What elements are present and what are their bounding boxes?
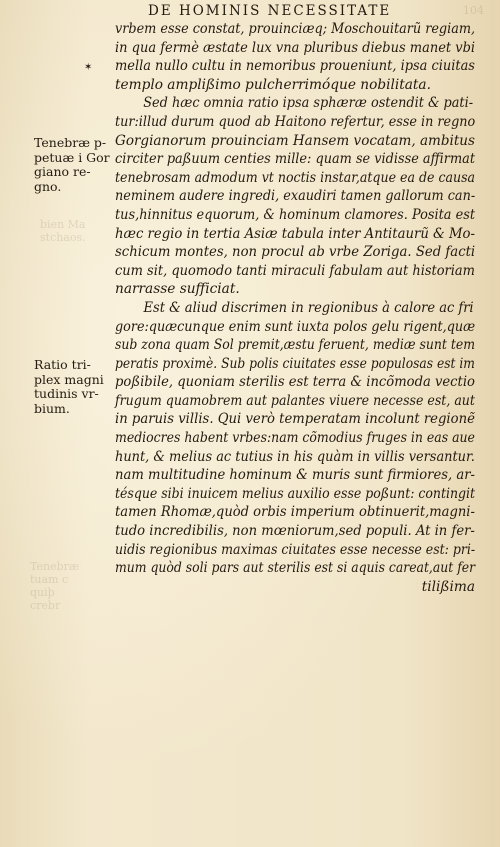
text-line: hunt, & melius ac tutius in his quàm in villis versantur.	[115, 448, 475, 465]
text-line: tur:illud durum quod ab Haitono refertur, esse in regno	[115, 113, 476, 130]
text-line: narrasse sufficiat.	[115, 281, 240, 298]
text-line: circiter paßuum centies mille: quam se vidisse affirmat	[115, 151, 476, 168]
margin-note-ratio	[34, 358, 112, 416]
text-line: tamen Rhomæ,quòd orbis imperium obtinuerit,magni-	[115, 504, 475, 521]
text-line: poßibile, quoniam sterilis est terra & incõmoda vectio	[115, 374, 475, 391]
ink-mark: ✶	[84, 62, 93, 73]
text-line: templo amplißimo pulcherrimóque nobilitata.	[115, 76, 431, 93]
text-line: mediocres habent vrbes:nam cõmodius fruges in eas aue	[115, 430, 475, 447]
margin-note-line: giano re-	[34, 164, 91, 179]
text-line: tudo incredibilis, non mœniorum,sed populi. At in fer-	[115, 523, 475, 540]
margin-note-line: plex magni	[34, 371, 104, 387]
margin-note-tenebrae	[34, 136, 112, 194]
margin-note-line: Ratio tri-	[34, 357, 91, 372]
text-line: Sed hæc omnia ratio ipsa sphæræ ostendit & pati-	[143, 95, 474, 112]
text-line: hæc regio in tertia Asiæ tabula inter Antitaurũ & Mo-	[115, 225, 475, 242]
catchword: tilißima	[421, 578, 475, 595]
show-through-page-number: 104	[463, 4, 484, 17]
text-line: uidis regionibus maximas ciuitates esse necesse est: pri-	[115, 541, 476, 558]
text-line: cum sit, quomodo tanti miraculi fabulam aut historiam	[115, 262, 475, 279]
margin-note-line: tudinis vr-	[34, 386, 99, 401]
text-line: mum quòd soli pars aut sterilis est si aquis careat,aut fer	[115, 560, 476, 577]
text-line: vrbem esse constat, prouinciæq; Moschouitarũ regiam,	[115, 21, 476, 37]
margin-note-line: gno.	[34, 178, 62, 194]
text-line: in paruis villis. Qui verò temperatam incolunt regionẽ	[115, 411, 475, 428]
text-line: in qua fermè æstate lux vna pluribus diebus manet vbi	[115, 39, 476, 56]
text-line: mella nullo cultu in nemoribus proueniunt, ipsa ciuitas	[115, 58, 475, 75]
text-line: tus,hinnitus equorum, & hominum clamores. Posita est	[115, 206, 476, 223]
text-line: gore:quæcunque enim sunt iuxta polos gelu rigent,quæ	[115, 318, 476, 335]
text-line: neminem audere ingredi, exaudiri tamen gallorum can-	[115, 188, 476, 205]
text-line: Gorgianorum prouinciam Hansem vocatam, ambitus	[115, 132, 475, 149]
text-line: tésque sibi inuicem melius auxilio esse poßunt: contingit	[115, 485, 476, 502]
show-through-text-b: Tenebræ tuam c quiþ crebr	[30, 560, 80, 612]
body-text	[115, 20, 475, 596]
show-through-text-a: bien Ma stchaos.	[40, 218, 86, 244]
text-line: nam multitudine hominum & muris sunt firmiores, ar-	[115, 467, 475, 484]
text-line: frugum quamobrem aut palantes viuere necesse est, aut	[115, 392, 475, 409]
running-title: DE HOMINIS NECESSITATE	[148, 3, 392, 19]
text-line: sub zona quam Sol premit,æstu feruent, mediæ sunt tem	[115, 337, 476, 354]
margin-note-line: bium.	[34, 400, 70, 416]
text-line: Est & aliud discrimen in regionibus à calore ac fri	[143, 299, 474, 316]
text-line: peratis proximè. Sub polis ciuitates esse populosas est im	[115, 355, 475, 372]
margin-note-line: petuæ i Gor	[34, 149, 110, 165]
text-line: schicum montes, non procul ab vrbe Zoriga. Sed facti	[115, 244, 476, 261]
text-line: tenebrosam admodum vt noctis instar,atque ea de causa	[115, 169, 476, 186]
margin-note-line: Tenebræ p-	[34, 135, 107, 150]
